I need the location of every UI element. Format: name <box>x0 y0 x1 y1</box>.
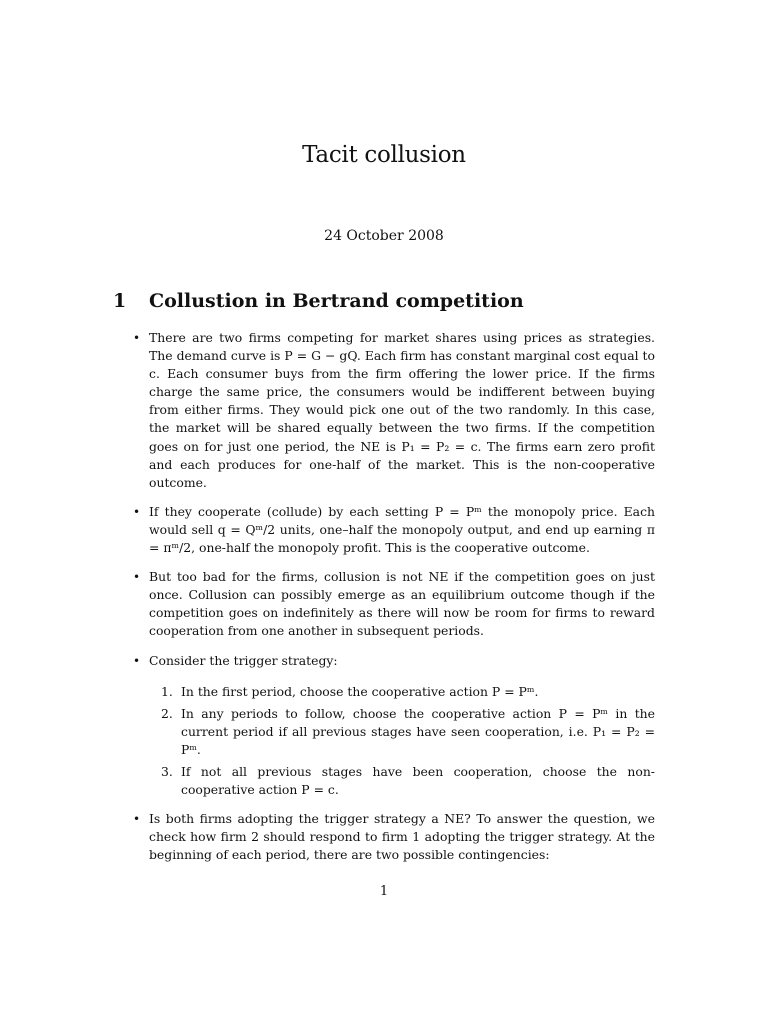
bullet-marker: • <box>133 331 141 345</box>
document-title: Tacit collusion <box>302 142 466 168</box>
bullet-text: Is both firms adopting the trigger strategy a NE? To answer the question, we check how firm 2 should respond to firm 1 adopting the trigger strategy. At the beginning of each period, there are two possible contingencies: <box>149 811 655 863</box>
page-number: 1 <box>379 884 389 899</box>
step-text: If not all previous stages have been cooperation, choose the non-cooperative action P = c. <box>181 763 655 798</box>
bullet-marker: • <box>133 504 141 519</box>
section-title: Collustion in Bertrand competition <box>149 290 524 312</box>
bullet-text: If they cooperate (collude) by each setting P = Pᵐ the monopoly price. Each would sell q = Qᵐ/2 units, one–half the monopoly output, and end up earning π = πᵐ/2, one-half the monopoly profit. This is the cooperative outcome. <box>149 503 655 556</box>
step-text: In any periods to follow, choose the cooperative action P = Pᵐ in the current period if all previous stages have seen cooperation, i.e. P₁ = P₂ = Pᵐ. <box>181 705 655 757</box>
step-number: 1. <box>161 683 173 699</box>
bullet-item <box>131 329 655 492</box>
bullet-item <box>131 568 655 640</box>
bullet-text: Consider the trigger strategy: <box>149 652 338 668</box>
trigger-step <box>149 683 655 701</box>
bullet-text: But too bad for the firms, collusion is not NE if the competition goes on just once. Collusion can possibly emerge as an equilibrium outcome though if the competition goes on indefinitely as there will now be room for firms to reward cooperation from one another in subsequent periods. <box>149 569 655 639</box>
bullet-marker: • <box>133 812 141 827</box>
section-heading <box>113 290 524 312</box>
step-number: 2. <box>161 705 173 721</box>
bullet-item <box>131 652 655 800</box>
section-number: 1 <box>113 290 127 312</box>
bullet-item <box>131 810 655 864</box>
step-text: In the first period, choose the cooperative action P = Pᵐ. <box>181 683 539 699</box>
document-date: 24 October 2008 <box>324 228 444 244</box>
bullet-text: There are two firms competing for market shares using prices as strategies. The demand curve is P = G − gQ. Each firm has constant marginal cost equal to c. Each consumer buys from the firm offering the lower price. If the firms charge the same price, the consumers would be indifferent between buying from either firms. They would pick one out of the two randomly. In this case, the market will be shared equally between the two firms. If the competition goes on for just one period, the NE is P₁ = P₂ = c. The firms earn zero profit and each produces for one-half of the market. This is the non-cooperative outcome. <box>149 330 655 490</box>
trigger-strategy-list <box>149 683 655 800</box>
trigger-step <box>149 763 655 799</box>
section-body <box>131 329 655 875</box>
bullet-marker: • <box>133 570 141 585</box>
bullet-marker: • <box>133 653 141 668</box>
bullet-list <box>131 329 655 864</box>
bullet-item <box>131 503 655 557</box>
trigger-step <box>149 705 655 759</box>
step-number: 3. <box>161 763 173 779</box>
